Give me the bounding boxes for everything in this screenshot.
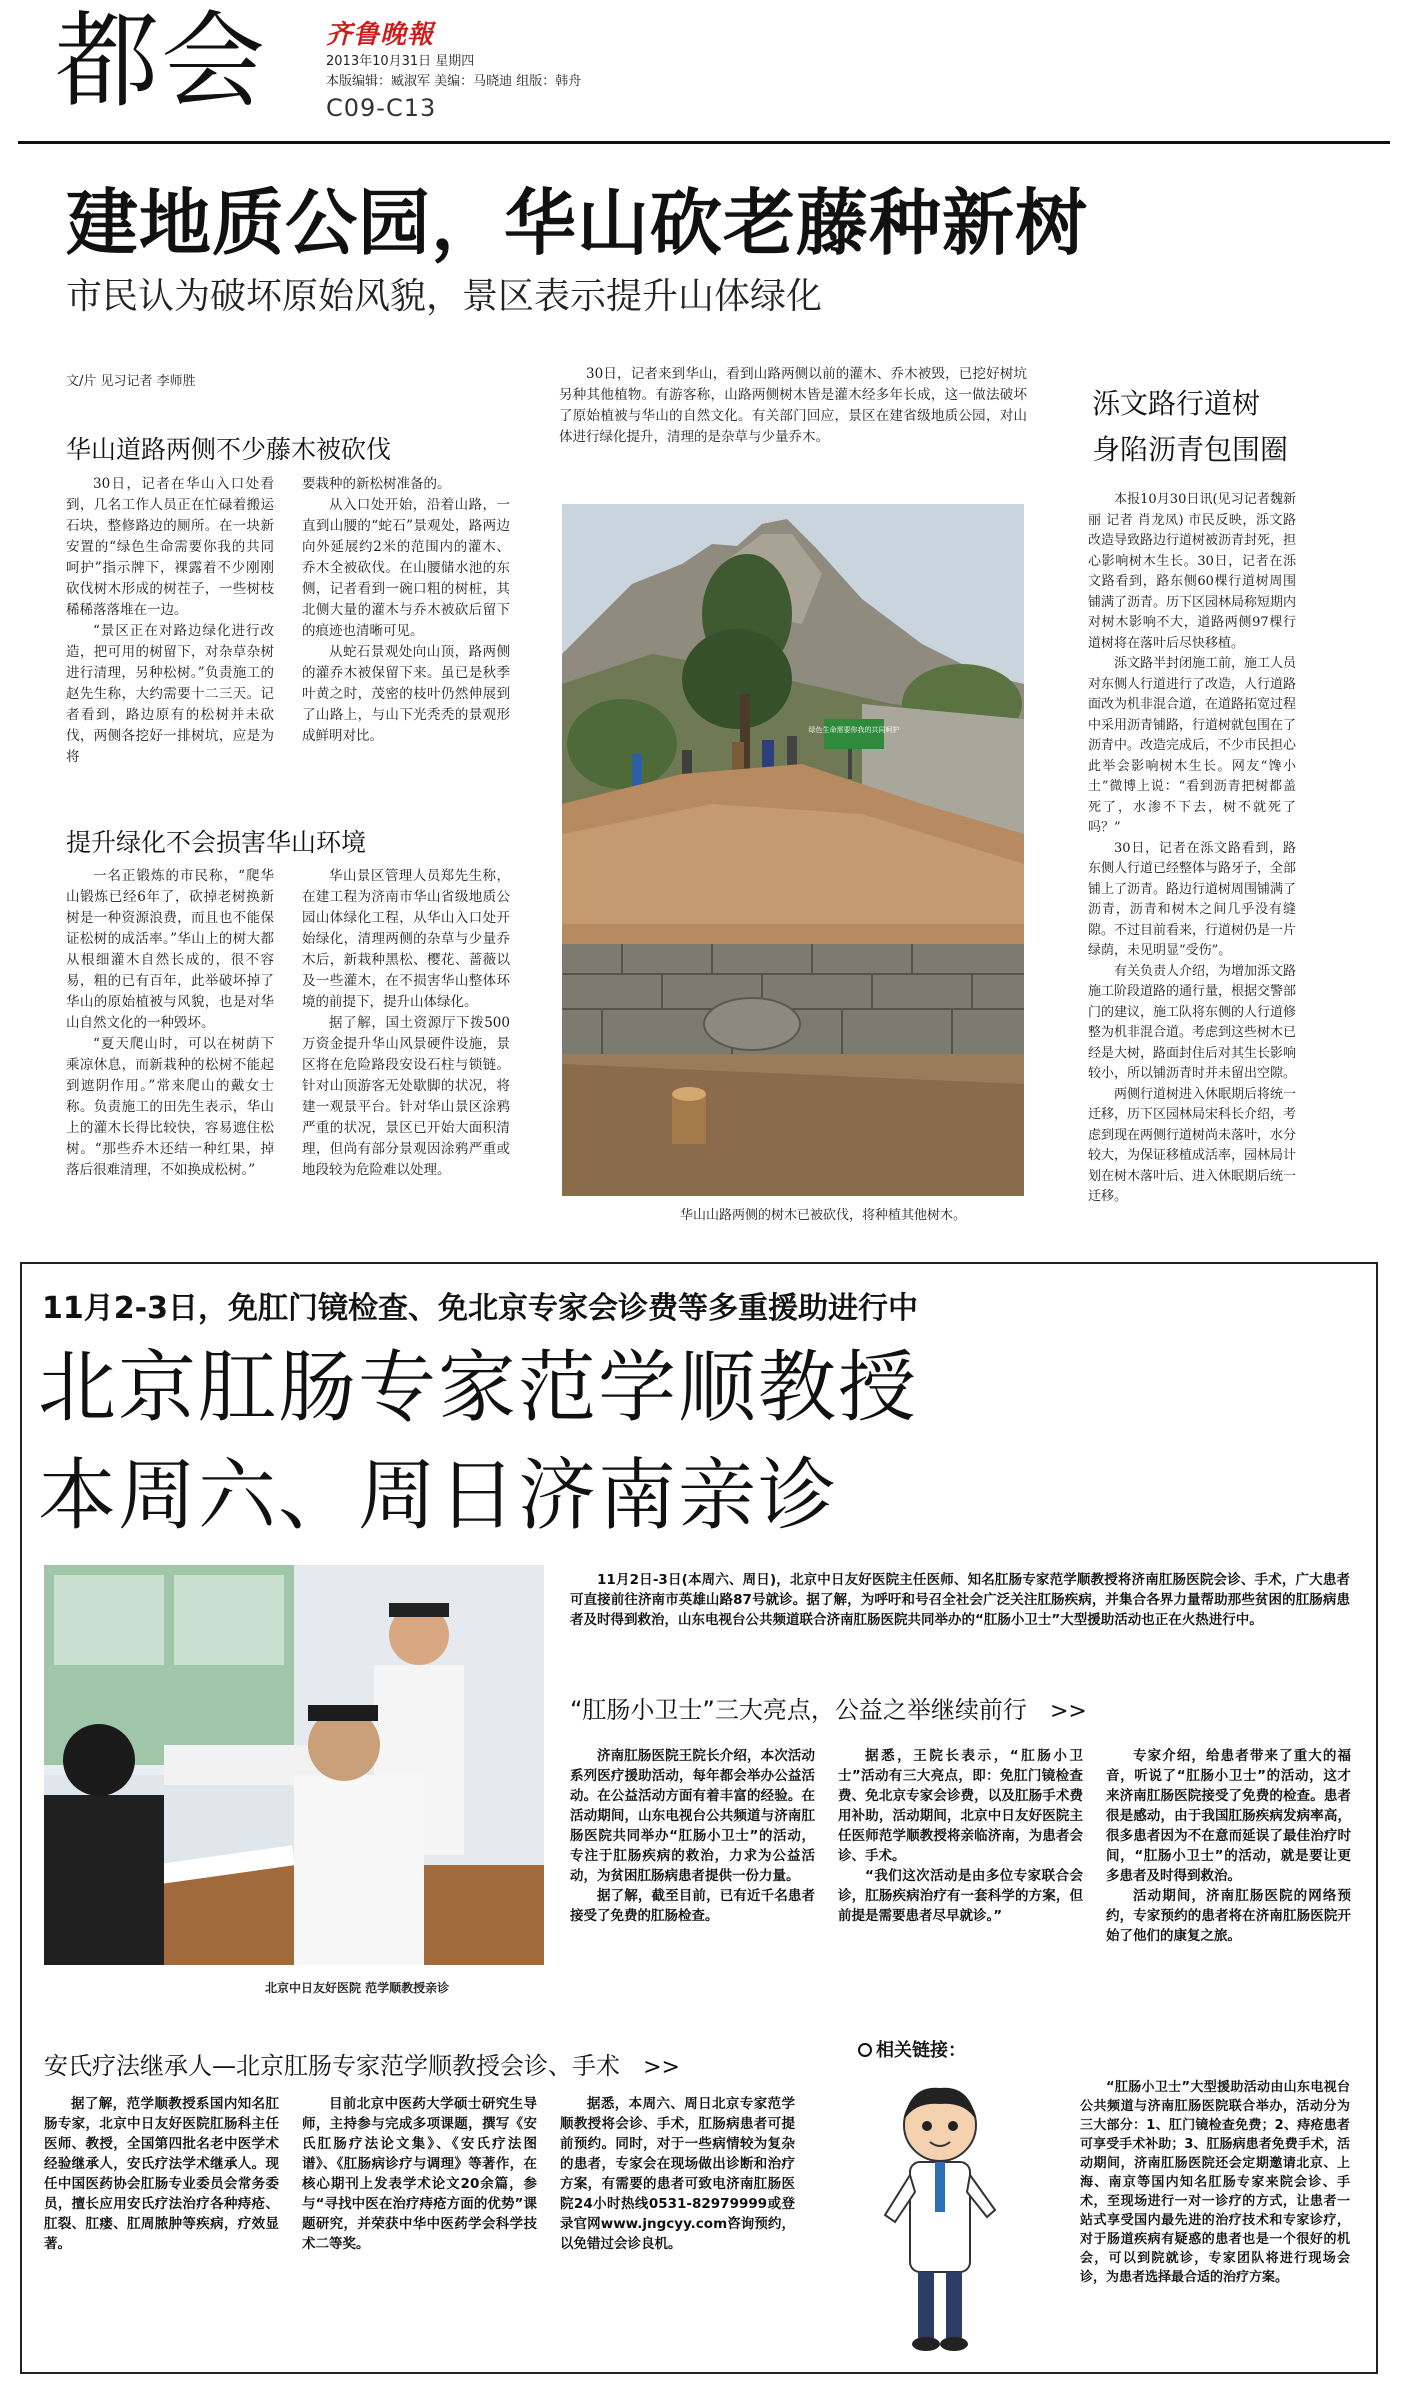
ad-sub2-col1 (44, 2094, 279, 2364)
ad-sub1-text: “肛肠小卫士”三大亮点，公益之举继续前行 (570, 1696, 1027, 1724)
section1-col1 (66, 474, 274, 814)
paper-logo: 齐鲁晚報 (326, 20, 435, 50)
side-title-line2: 身陷沥青包围圈 (1092, 433, 1289, 466)
paragraph: 从入口处开始，沿着山路，一直到山腰的“蛇石”景观处，路两边向外延展约2米的范围内的灌木、乔木全被砍伐。在山腰储水池的东侧，记者看到一碗口粗的树桩，其北侧大量的灌木与乔木被砍后留下的痕迹也清晰可见。 (302, 497, 510, 639)
side-title-line1: 泺文路行道树 (1092, 387, 1261, 420)
paragraph: “夏天爬山时，可以在树荫下乘凉休息，而新栽种的松树不能起到遮阴作用。”常来爬山的戴女士称。负责施工的田先生表示，华山上的灌木长得比较快，容易遮住松树。“那些乔木还结一种红果，掉落后很难清理，不如换成松树。” (66, 1036, 274, 1178)
paragraph: 本报10月30日讯(见习记者魏新丽 记者 肖龙凤) 市民反映，泺文路改造导致路边行道树被沥青封死，担心影响树木生长。30日，记者在泺文路看到，路东侧60棵行道树周围铺满了沥青。历下区园林局称短期内对树木影响不大，道路两侧97棵行道树将在落叶后尽快移植。 (1088, 492, 1296, 651)
related-label-text: 相关链接： (876, 2040, 966, 2061)
paragraph: “景区正在对路边绿化进行改造，把可用的树留下，对杂草杂树进行清理，另种松树。”负责施工的赵先生称，大约需要十二三天。记者看到，路边原有的松树并未砍伐，两侧各挖好一排树坑，应是为将 (66, 623, 274, 765)
paragraph: 据了解，截至目前，已有近千名患者接受了免费的肛肠检查。 (570, 1888, 815, 1924)
paragraph: 据悉，王院长表示，“肛肠小卫士”活动有三大亮点，即：免肛门镜检查费、免北京专家会诊费，以及肛肠手术费用补助，活动期间，北京中日友好医院主任医师范学顺教授将亲临济南，为患者会诊、手术。 (838, 1748, 1083, 1864)
section1-title: 华山道路两侧不少藤木被砍伐 (66, 435, 392, 464)
paragraph: 目前北京中医药大学硕士研究生导师，主持参与完成多项课题，撰写《安氏肛肠疗法论文集》、《安氏疗法图谱》、《肛肠病诊疗与调理》等著作，在核心期刊上发表学术论文20余篇，参与“寻找中医在治疗痔疮方面的优势”课题研究，并荣获中华中医药学会科学技术二等奖。 (302, 2096, 537, 2252)
ad-sub2 (44, 2046, 680, 2081)
ad-top-line: 11月2-3日，免肛门镜检查、免北京专家会诊费等多重援助进行中 (42, 1291, 918, 1326)
huashan-photo-drawing (562, 504, 1024, 1196)
masthead (0, 0, 1409, 150)
paragraph: 济南肛肠医院王院长介绍，本次活动系列医疗援助活动，每年都会举办公益活动。在公益活动方面有着丰富的经验。在活动期间，山东电视台公共频道与济南肛肠医院共同举办“肛肠小卫士”的活动，专注于肛肠疾病的救治，力求为公益活动，为贫困肛肠病患者提供一份力量。 (570, 1748, 815, 1884)
photo-caption: 华山山路两侧的树木已被砍伐，将种植其他树木。 (680, 1208, 967, 1223)
section2-col2 (302, 866, 510, 1246)
page-range: C09-C13 (326, 94, 437, 122)
paragraph: 从蛇石景观处向山顶，路两侧的灌乔木被保留下来。虽已是秋季叶黄之时，茂密的枝叶仍然伸展到了山路上，与山下光秃秃的景观形成鲜明对比。 (302, 644, 510, 744)
mascot-drawing (870, 2080, 1010, 2360)
chevron-right-icon: >> (1049, 1699, 1087, 1724)
ad-sub1-col3 (1106, 1746, 1351, 2016)
ad-sub1-col1 (570, 1746, 815, 2016)
main-headline: 建地质公园，华山砍老藤种新树 (66, 181, 1089, 265)
chevron-right-icon: >> (643, 2055, 680, 2080)
related-label (858, 2036, 966, 2062)
huashan-photo (562, 504, 1024, 1196)
section1-col2 (302, 474, 510, 814)
ad-intro: 11月2日-3日(本周六、周日)，北京中日友好医院主任医师、知名肛肠专家范学顺教授将济南肛肠医院会诊、手术，广大患者可直接前往济南市英雄山路87号就诊。据了解，为呼吁和号召全社会广泛关注肛肠疾病，并集合各界力量帮助那些贫困的肛肠病患者及时得到救治，山东电视台公共频道联合济南肛肠医院共同举办的“肛肠小卫士”大型援助活动也正在火热进行中。 (570, 1572, 1350, 1628)
ad-sub1 (570, 1690, 1087, 1725)
paragraph: 有关负责人介绍，为增加泺文路施工阶段道路的通行量，根据交警部门的建议，施工队将东侧的人行道修整为机非混合道。考虑到这些树木已经是大树，路面封住后对其生长影响较小，所以铺沥青时并未留出空隙。 (1088, 963, 1296, 1081)
related-text: “肛肠小卫士”大型援助活动由山东电视台公共频道与济南肛肠医院联合举办，活动分为三大部分：1、肛门镜检查免费；2、痔疮患者可享受手术补助；3、肛肠病患者免费手术，活动期间，济南肛肠医院还会定期邀请北京、上海、南京等国内知名肛肠专家来院会诊、手术，至现场进行一对一诊疗的方式，让患者一站式享受国内最先进的治疗技术和专家诊疗，对于肠道疾病有疑惑的患者也是一个很好的机会，可以到院就诊，专家团队将进行现场会诊，为患者选择最合适的治疗方案。 (1080, 2080, 1350, 2285)
target-icon (858, 2043, 872, 2057)
ad-photo-caption: 北京中日友好医院 范学顺教授亲诊 (265, 1981, 450, 1995)
paragraph: 两侧行道树进入休眠期后将统一迁移，历下区园林局宋科长介绍，考虑到现在两侧行道树尚未落叶，水分较大，为保证移植成活率，园林局计划在树木落叶后、进入休眠期后统一迁移。 (1088, 1086, 1296, 1204)
side-story-body (1088, 490, 1296, 1220)
ad-sub2-col3 (560, 2094, 795, 2364)
paragraph: 据了解，国土资源厅下拨500万资金提升华山风景硬件设施，景区将在危险路段安设石柱与锁链。针对山顶游客无处歇脚的状况，将建一观景平台。针对华山景区涂鸦严重的状况，景区已开始大面积清理，但尚有部分景观因涂鸦严重或地段较为危险难以处理。 (302, 1015, 510, 1178)
ad-doctor-photo (44, 1565, 544, 1965)
ad-sub2-col2 (302, 2094, 537, 2364)
paragraph: 要栽种的新松树准备的。 (302, 476, 451, 492)
paragraph: 华山景区管理人员郑先生称，在建工程为济南市华山省级地质公园山体绿化工程，从华山入口处开始绿化，清理两侧的杂草与少量乔木后，新栽种黑松、樱花、蔷薇以及一些灌木，在不损害华山整体环境的前提下，提升山体绿化。 (302, 868, 510, 1010)
ad-doctor-photo-drawing (44, 1565, 544, 1965)
ad-headline-1: 北京肛肠专家范学顺教授 (38, 1343, 919, 1433)
sign-text: 绿色生命需要你我的共同呵护 (808, 726, 900, 734)
mascot-illustration (870, 2080, 1010, 2360)
masthead-rule (18, 141, 1390, 144)
section2-col1 (66, 866, 274, 1246)
ad-sub1-col2 (838, 1746, 1083, 2016)
ad-headline-2: 本周六、周日济南亲诊 (38, 1451, 839, 1541)
editors: 本版编辑：臧淑军 美编：马晓迪 组版：韩舟 (326, 74, 582, 89)
paragraph: 活动期间，济南肛肠医院的网络预约，专家预约的患者将在济南肛肠医院开始了他们的康复之旅。 (1106, 1888, 1351, 1944)
ad-sub2-text: 安氏疗法继承人—北京肛肠专家范学顺教授会诊、手术 (44, 2052, 620, 2080)
issue-date: 2013年10月31日 星期四 (326, 54, 475, 69)
paragraph: 据了解，范学顺教授系国内知名肛肠专家，北京中日友好医院肛肠科主任医师、教授，全国第四批名老中医学术经验继承人，安氏疗法学术继承人。现任中国医药协会肛肠专业委员会常务委员，擅长应用安氏疗法治疗各种痔疮、肛裂、肛瘘、肛周脓肿等疾病，疗效显著。 (44, 2096, 279, 2252)
byline: 文/片 见习记者 李师胜 (66, 374, 196, 389)
section2-title: 提升绿化不会损害华山环境 (66, 828, 367, 857)
sign-board (824, 719, 884, 749)
paragraph: 30日，记者在泺文路看到，路东侧人行道已经整体与路牙子，全部铺上了沥青。路边行道树周围铺满了沥青，沥青和树木之间几乎没有缝隙。不过目前看来，行道树仍是一片绿荫，未见明显“受伤”。 (1088, 840, 1296, 958)
paragraph: 一名正锻炼的市民称，“爬华山锻炼已经6年了，砍掉老树换新树是一种资源浪费，而且也不能保证松树的成活率。”华山上的树大都从根细灌木自然长成的，很不容易，粗的已有百年，此举破坏掉了华山的原始植被与风貌，也是对华山自然文化的一种毁坏。 (66, 868, 274, 1031)
paragraph: 30日，记者在华山入口处看到，几名工作人员正在忙碌着搬运石块，整修路边的厕所。在一块新安置的“绿色生命需要你我的共同呵护”指示牌下，裸露着不少刚刚砍伐树木形成的树茬子，一些树枝稀稀落落堆在一边。 (66, 476, 274, 618)
paragraph: 泺文路半封闭施工前，施工人员对东侧人行道进行了改造，人行道路面改为机非混合道，在道路拓宽过程中采用沥青铺路，行道树就包围在了沥青中。改造完成后，不少市民担心此举会影响树木生长。网友“馋小土”微博上说：“看到沥青把树都盖死了，水渗不下去，树不就死了吗？” (1088, 656, 1296, 835)
main-subheadline: 市民认为破坏原始风貌，景区表示提升山体绿化 (66, 276, 823, 317)
photo-lead: 30日，记者来到华山，看到山路两侧以前的灌木、乔木被毁，已挖好树坑另种其他植物。有游客称，山路两侧树木皆是灌木经多年长成，这一做法破坏了原始植被与华山的自然文化。有关部门回应，景区在建省级地质公园，对山体进行绿化提升，清理的是杂草与少量乔木。 (559, 366, 1027, 445)
paragraph: 专家介绍，给患者带来了重大的福音，听说了“肛肠小卫士”的活动，这才来济南肛肠医院接受了免费的检查。患者很是感动，由于我国肛肠疾病发病率高，很多患者因为不在意而延误了最佳治疗时间，“肛肠小卫士”的活动，就是要让更多患者及时得到救治。 (1106, 1748, 1351, 1884)
paragraph: 据悉，本周六、周日北京专家范学顺教授将会诊、手术，肛肠病患者可提前预约。同时，对于一些病情较为复杂的患者，专家会在现场做出诊断和治疗方案，有需要的患者可致电济南肛肠医院24小时热线0531-82979999或登录官网www.jngcyy.com咨询预约，以免错过会诊良机。 (560, 2096, 795, 2252)
paragraph: “我们这次活动是由多位专家联合会诊，肛肠疾病治疗有一套科学的方案，但前提是需要患者尽早就诊。” (838, 1868, 1083, 1924)
section-title: 都会 (55, 0, 268, 122)
